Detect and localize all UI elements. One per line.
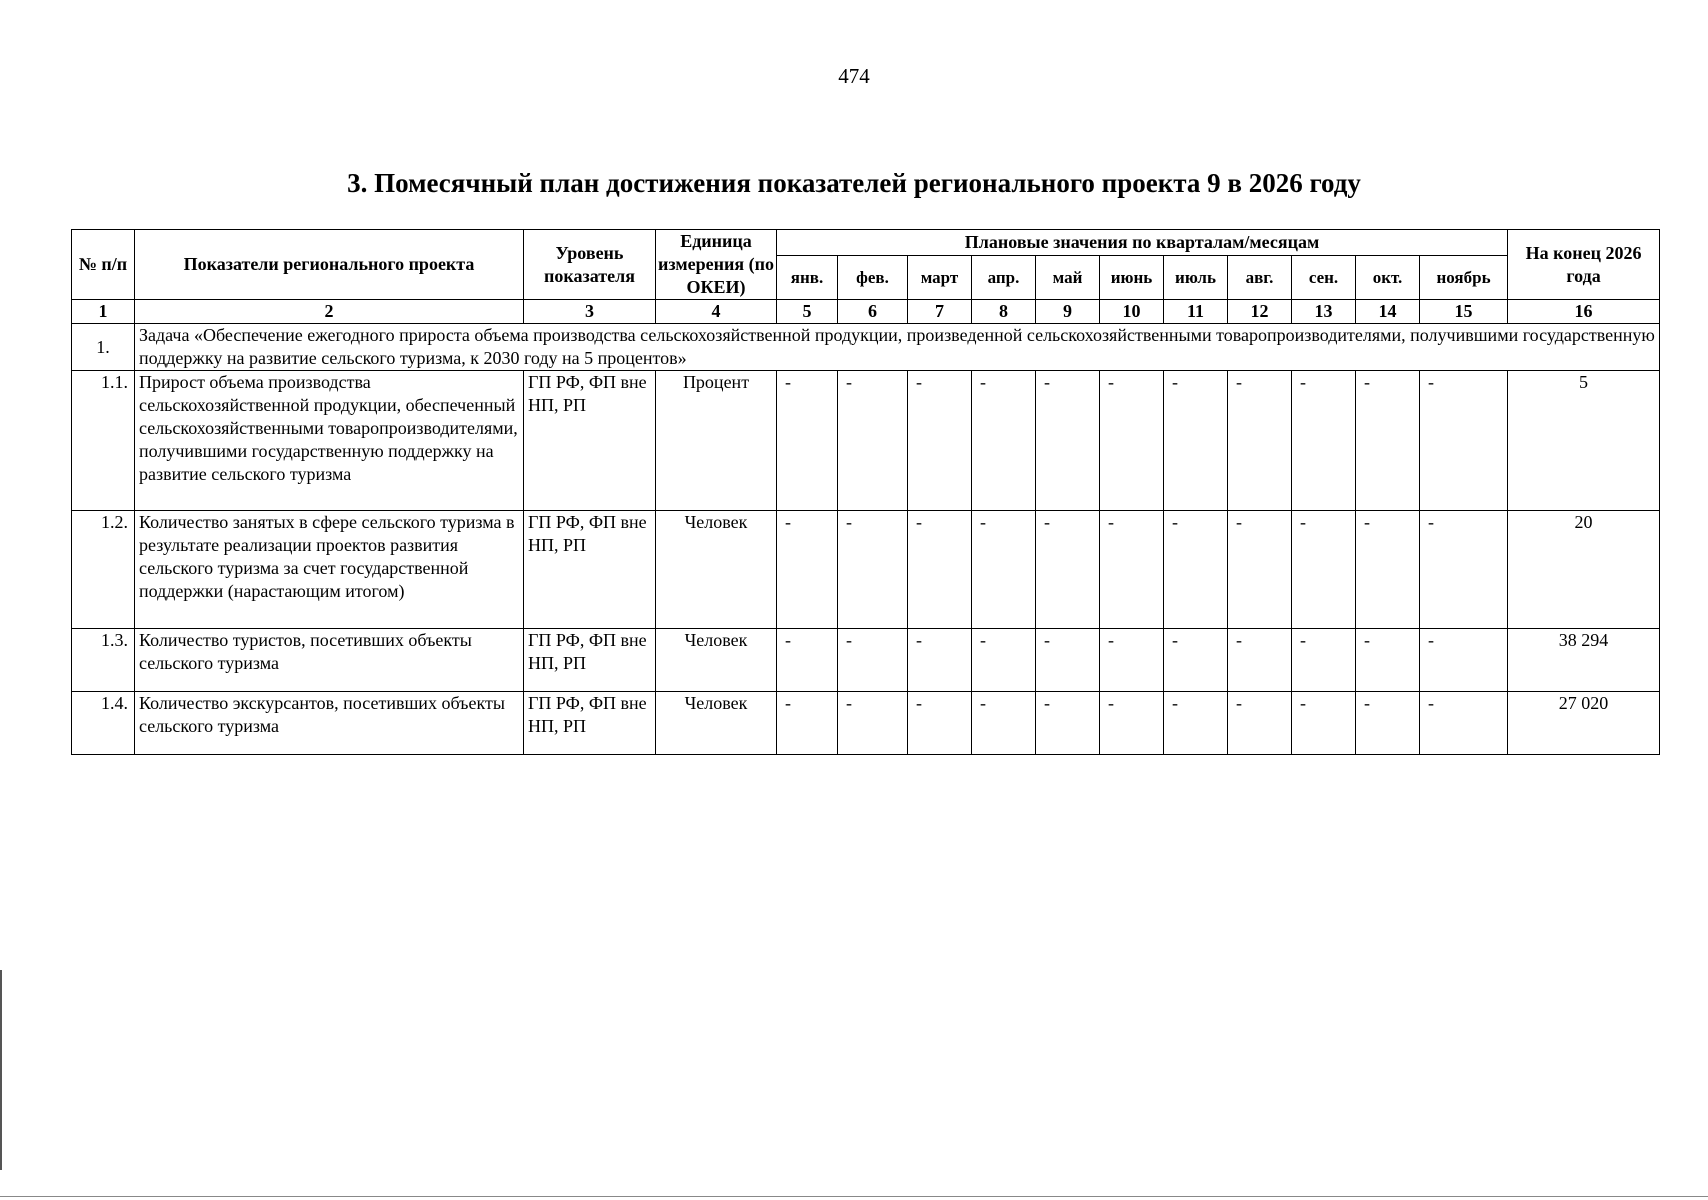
header-month: июнь (1100, 256, 1164, 300)
header-month: янв. (777, 256, 838, 300)
column-number: 1 (72, 300, 135, 324)
row-month-value: - (1036, 629, 1100, 692)
column-number: 8 (972, 300, 1036, 324)
header-end-of-year: На конец 2026 года (1508, 230, 1660, 300)
row-end-value: 20 (1508, 511, 1660, 629)
row-number: 1.3. (72, 629, 135, 692)
row-month-value: - (1356, 371, 1420, 511)
column-number: 14 (1356, 300, 1420, 324)
row-month-value: - (1228, 371, 1292, 511)
header-month: май (1036, 256, 1100, 300)
row-month-value: - (1228, 629, 1292, 692)
column-number: 11 (1164, 300, 1228, 324)
header-unit: Единица измерения (по ОКЕИ) (656, 230, 777, 300)
row-month-value: - (972, 629, 1036, 692)
row-level: ГП РФ, ФП вне НП, РП (524, 511, 656, 629)
row-month-value: - (908, 511, 972, 629)
row-month-value: - (1420, 371, 1508, 511)
row-month-value: - (1356, 692, 1420, 755)
row-month-value: - (972, 371, 1036, 511)
row-month-value: - (838, 511, 908, 629)
row-month-value: - (1036, 692, 1100, 755)
row-month-value: - (838, 371, 908, 511)
header-month: июль (1164, 256, 1228, 300)
column-number: 10 (1100, 300, 1164, 324)
row-month-value: - (1100, 371, 1164, 511)
column-number: 9 (1036, 300, 1100, 324)
row-month-value: - (1292, 692, 1356, 755)
indicator-row (72, 371, 1660, 511)
column-number: 15 (1420, 300, 1508, 324)
row-month-value: - (1228, 511, 1292, 629)
header-indicator: Показатели регионального проекта (135, 230, 524, 300)
row-month-value: - (1356, 511, 1420, 629)
row-month-value: - (838, 629, 908, 692)
row-month-value: - (1292, 371, 1356, 511)
header-month: март (908, 256, 972, 300)
indicator-row (72, 692, 1660, 755)
scan-bottom-line (0, 1196, 1708, 1197)
header-month: авг. (1228, 256, 1292, 300)
row-month-value: - (972, 511, 1036, 629)
row-number: 1.2. (72, 511, 135, 629)
row-month-value: - (1356, 629, 1420, 692)
row-month-value: - (908, 371, 972, 511)
row-month-value: - (1292, 629, 1356, 692)
row-month-value: - (777, 692, 838, 755)
row-unit: Человек (656, 629, 777, 692)
task-number: 1. (72, 324, 135, 371)
column-number: 2 (135, 300, 524, 324)
column-number: 5 (777, 300, 838, 324)
header-month: ноябрь (1420, 256, 1508, 300)
row-month-value: - (1420, 692, 1508, 755)
row-indicator: Количество туристов, посетивших объекты сельского туризма (135, 629, 524, 692)
column-number: 7 (908, 300, 972, 324)
row-month-value: - (777, 511, 838, 629)
row-month-value: - (777, 371, 838, 511)
document-title: 3. Помесячный план достижения показателей регионального проекта 9 в 2026 году (347, 168, 1361, 198)
column-number: 6 (838, 300, 908, 324)
row-level: ГП РФ, ФП вне НП, РП (524, 629, 656, 692)
row-month-value: - (1164, 692, 1228, 755)
header-row-top (72, 230, 1660, 256)
header-month: окт. (1356, 256, 1420, 300)
column-numbers-row (72, 300, 1660, 324)
row-month-value: - (908, 629, 972, 692)
row-unit: Человек (656, 511, 777, 629)
task-row (72, 324, 1660, 371)
row-end-value: 5 (1508, 371, 1660, 511)
row-indicator: Прирост объема производства сельскохозяйственной продукции, обеспеченный сельскохозяйственными товаропроизводителями, получившими государственную поддержку на развитие сельского туризма (135, 371, 524, 511)
row-month-value: - (1100, 692, 1164, 755)
column-number: 3 (524, 300, 656, 324)
indicator-row (72, 629, 1660, 692)
scan-edge-line (0, 970, 2, 1170)
row-month-value: - (1036, 371, 1100, 511)
row-month-value: - (1036, 511, 1100, 629)
row-unit: Процент (656, 371, 777, 511)
page-number: 474 (838, 64, 870, 88)
row-month-value: - (1420, 629, 1508, 692)
row-month-value: - (1420, 511, 1508, 629)
row-number: 1.1. (72, 371, 135, 511)
row-level: ГП РФ, ФП вне НП, РП (524, 692, 656, 755)
row-month-value: - (972, 692, 1036, 755)
row-unit: Человек (656, 692, 777, 755)
row-end-value: 27 020 (1508, 692, 1660, 755)
row-month-value: - (1164, 629, 1228, 692)
column-number: 16 (1508, 300, 1660, 324)
row-end-value: 38 294 (1508, 629, 1660, 692)
header-month: сен. (1292, 256, 1356, 300)
header-planned: Плановые значения по кварталам/месяцам (777, 230, 1508, 256)
row-indicator: Количество экскурсантов, посетивших объекты сельского туризма (135, 692, 524, 755)
task-text: Задача «Обеспечение ежегодного прироста объема производства сельскохозяйственной продукции, произведенной сельскохозяйственными товаропроизводителями, получившими государственную поддержку на развитие сельского туризма, к 2030 году на 5 процентов» (135, 324, 1660, 371)
indicator-row (72, 511, 1660, 629)
monthly-plan-table (71, 229, 1660, 755)
row-level: ГП РФ, ФП вне НП, РП (524, 371, 656, 511)
row-month-value: - (838, 692, 908, 755)
row-month-value: - (777, 629, 838, 692)
column-number: 12 (1228, 300, 1292, 324)
header-num: № п/п (72, 230, 135, 300)
row-number: 1.4. (72, 692, 135, 755)
row-month-value: - (1164, 511, 1228, 629)
row-month-value: - (1100, 511, 1164, 629)
row-month-value: - (1164, 371, 1228, 511)
header-level: Уровень показателя (524, 230, 656, 300)
row-indicator: Количество занятых в сфере сельского туризма в результате реализации проектов развития сельского туризма за счет государственной поддержки (нарастающим итогом) (135, 511, 524, 629)
row-month-value: - (908, 692, 972, 755)
header-month: апр. (972, 256, 1036, 300)
column-number: 13 (1292, 300, 1356, 324)
column-number: 4 (656, 300, 777, 324)
row-month-value: - (1100, 629, 1164, 692)
row-month-value: - (1228, 692, 1292, 755)
row-month-value: - (1292, 511, 1356, 629)
header-month: фев. (838, 256, 908, 300)
